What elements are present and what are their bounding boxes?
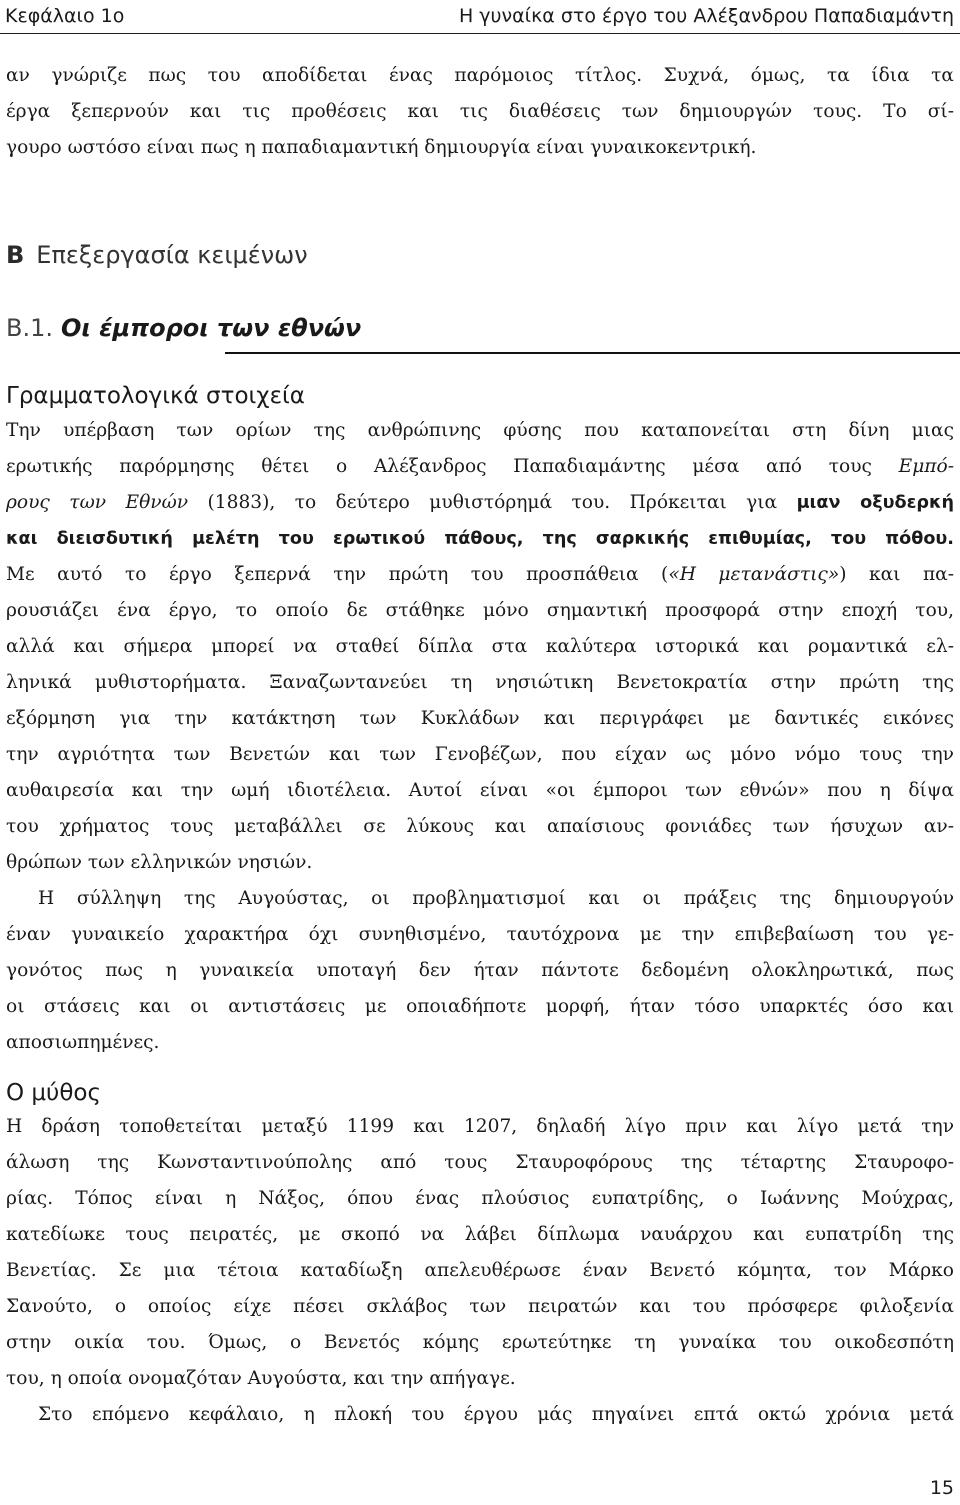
text-run: ερωτικής παρόρμησης θέτει ο Αλέξανδρος Παπαδιαμάντης μέσα από τους bbox=[6, 456, 899, 477]
text-run: Με αυτό το έργο ξεπερνά την πρώτη του προσπάθεια ( bbox=[6, 564, 669, 585]
subsection-number: B.1. bbox=[6, 314, 53, 342]
intro-paragraph bbox=[6, 58, 954, 166]
subsection-rule bbox=[225, 352, 960, 354]
text-line: άλωση της Κωνσταντινούπολης από τους Σταυροφόρους της τέταρτης Σταυροφο- bbox=[6, 1152, 954, 1173]
book-title-italic: «Η μετανάστις» bbox=[668, 564, 840, 585]
text-line bbox=[6, 485, 954, 521]
section-letter: B bbox=[6, 241, 25, 269]
text-line: οι στάσεις και οι αντιστάσεις με οποιαδήποτε μορφή, ήταν τόσο υπαρκτές όσο και bbox=[6, 996, 954, 1017]
text-line bbox=[6, 449, 954, 485]
text-line: Η δράση τοποθετείται μεταξύ 1199 και 1207, δηλαδή λίγο πριν και λίγο μετά την bbox=[6, 1116, 954, 1137]
text-line: γουρο ωστόσο είναι πως η παπαδιαμαντική δημιουργία είναι γυναικοκεντρική. bbox=[6, 137, 757, 158]
mythos-text bbox=[6, 1109, 954, 1433]
text-line: έργα ξεπερνούν και τις προθέσεις και τις διαθέσεις των δημιουργών τους. Το σί- bbox=[6, 101, 954, 122]
text-line: στην οικία του. Όμως, ο Βενετός κόμης ερωτεύτηκε τη γυναίκα του οικοδεσπότη bbox=[6, 1332, 954, 1353]
header-rule bbox=[0, 33, 960, 34]
text-line: ρουσιάζει ένα έργο, το οποίο δε στάθηκε μόνο σημαντική προσφορά στην εποχή του, bbox=[6, 600, 954, 621]
text-run: ) και πα- bbox=[839, 564, 954, 585]
section-title: Επεξεργασία κειμένων bbox=[36, 241, 308, 269]
emphasis-bold: μιαν οξυδερκή bbox=[796, 493, 954, 513]
page-number: 15 bbox=[929, 1477, 954, 1499]
book-title-italic: Εμπό- bbox=[898, 456, 954, 477]
text-run: (1883), το δεύτερο μυθιστόρημά του. Πρόκειται για bbox=[188, 492, 797, 513]
text-line: του, η οποία ονομαζόταν Αυγούστα, και την απήγαγε. bbox=[6, 1368, 516, 1389]
emphasis-bold-line: και διεισδυτική μελέτη του ερωτικού πάθους, της σαρκικής επιθυμίας, του πόθου. bbox=[6, 529, 954, 549]
section-heading bbox=[6, 233, 308, 277]
text-line: Σανούτο, ο οποίος είχε πέσει σκλάβος των πειρατών και του πρόσφερε φιλοξενία bbox=[6, 1296, 954, 1317]
text-line: αν γνώριζε πως του αποδίδεται ένας παρόμοιος τίτλος. Συχνά, όμως, τα ίδια τα bbox=[6, 65, 954, 86]
text-line: έναν γυναικείο χαρακτήρα όχι συνηθισμένο, ταυτόχρονα με την επιβεβαίωση του γε- bbox=[6, 924, 954, 945]
text-line: Την υπέρβαση των ορίων της ανθρώπινης φύσης που καταπονείται στη δίνη μιας bbox=[6, 420, 954, 441]
text-line: αλλά και σήμερα μπορεί να σταθεί δίπλα στα καλύτερα ιστορικά και ρομαντικά ελ- bbox=[6, 636, 954, 657]
heading-grammatologika: Γραμματολογικά στοιχεία bbox=[6, 383, 305, 409]
text-line: γονότος πως η γυναικεία υποταγή δεν ήταν πάντοτε δεδομένη ολοκληρωτικά, πως bbox=[6, 960, 954, 981]
heading-mythos: Ο μύθος bbox=[6, 1080, 101, 1106]
text-line: Στο επόμενο κεφάλαιο, η πλοκή του έργου μάς πηγαίνει επτά οκτώ χρόνια μετά bbox=[38, 1404, 954, 1425]
text-line bbox=[6, 557, 954, 593]
book-title-italic: ρους των Εθνών bbox=[6, 492, 189, 513]
grammatologika-text bbox=[6, 413, 954, 1061]
text-line: θρώπων των ελληνικών νησιών. bbox=[6, 852, 313, 873]
text-line: εξόρμηση για την κατάκτηση των Κυκλάδων και περιγράφει με δαντικές εικόνες bbox=[6, 708, 954, 729]
text-line: κατεδίωκε τους πειρατές, με σκοπό να λάβει δίπλωμα ναυάρχου και ευπατρίδη της bbox=[6, 1224, 954, 1245]
running-header-title: Η γυναίκα στο έργο του Αλέξανδρου Παπαδιαμάντη bbox=[458, 5, 954, 27]
subsection-heading bbox=[6, 306, 361, 350]
text-line: Η σύλληψη της Αυγούστας, οι προβληματισμοί και οι πράξεις της δημιουργούν bbox=[38, 888, 954, 909]
running-header-chapter: Κεφάλαιο 1ο bbox=[5, 5, 125, 27]
text-line: ρίας. Τόπος είναι η Νάξος, όπου ένας πλούσιος ευπατρίδης, ο Ιωάννης Μούχρας, bbox=[6, 1188, 954, 1209]
text-line: Βενετίας. Σε μια τέτοια καταδίωξη απελευθέρωσε έναν Βενετό κόμητα, τον Μάρκο bbox=[6, 1260, 954, 1281]
subsection-title: Οι έμποροι των εθνών bbox=[61, 314, 362, 342]
text-line: ληνικά μυθιστορήματα. Ξαναζωντανεύει τη νησιώτικη Βενετοκρατία στην πρώτη της bbox=[6, 672, 954, 693]
text-line: του χρήματος τους μεταβάλλει σε λύκους και απαίσιους φονιάδες των ήσυχων αν- bbox=[6, 816, 954, 837]
text-line: αποσιωπημένες. bbox=[6, 1032, 160, 1053]
text-line: αυθαιρεσία και την ωμή ιδιοτέλεια. Αυτοί είναι «οι έμποροι των εθνών» που η δίψα bbox=[6, 780, 954, 801]
text-line: την αγριότητα των Βενετών και των Γενοβέζων, που είχαν ως μόνο νόμο τους την bbox=[6, 744, 954, 765]
